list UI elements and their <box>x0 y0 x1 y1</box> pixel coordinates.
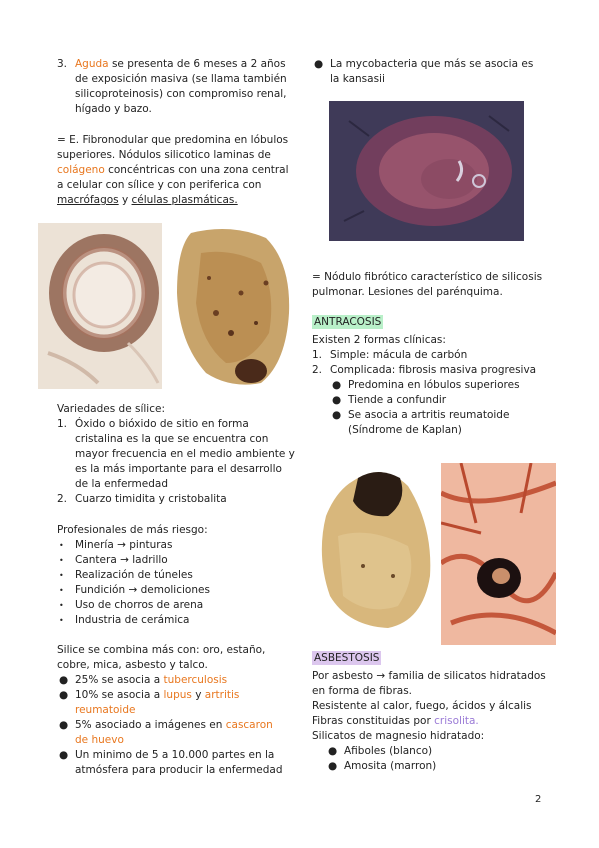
list-item: ● Un minimo de 5 a 10.000 partes en la atmósfera para producir la enfermedad <box>59 749 283 776</box>
list-item: ● Amosita (marron) <box>328 760 437 772</box>
crisolita-term: crisolita. <box>434 715 479 727</box>
anthracotic-nodule-micrograph <box>441 463 556 645</box>
fibrotic-nodule-micrograph <box>329 101 524 241</box>
bullet-icon: • <box>59 556 64 565</box>
celulas-term: células plasmáticas. <box>131 194 238 206</box>
silice-section <box>57 643 289 778</box>
list-item: ● Tiende a confundir <box>332 394 447 406</box>
list-item: ● 5% asociado a imágenes en cascaron de huevo <box>59 719 273 746</box>
bullet-icon: ● <box>332 409 342 421</box>
list-item: ● 10% se asocia a lupus y artritis reumatoide <box>59 689 240 716</box>
bullet-icon: ● <box>59 689 69 701</box>
asbestosis-line2: Resistente al calor, fuego, ácidos y álcalis <box>312 700 532 712</box>
list-item: ● 25% se asocia a tuberculosis <box>59 674 228 686</box>
bullet-icon: • <box>59 541 64 550</box>
list-item: ● Predomina en lóbulos superiores <box>332 379 520 391</box>
bullet-icon: • <box>59 616 64 625</box>
bullet-icon: ● <box>59 749 69 761</box>
bullet-icon: • <box>59 571 64 580</box>
fibronodular-paragraph: = E. Fibronodular que predomina en lóbulos superiores. Nódulos silicotico laminas de colágeno concéntricas con una zona central a celular con sílice y con periferica con macrófagos y células plasmáticas. <box>57 134 289 206</box>
profesionales-section <box>57 523 297 628</box>
list-item: • Industria de cerámica <box>59 614 190 626</box>
variedades-title: Variedades de sílice: <box>57 403 165 415</box>
asbestosis-line4: Silicatos de magnesio hidratado: <box>312 730 485 742</box>
aguda-term: Aguda <box>75 58 109 70</box>
list-item: ● Afiboles (blanco) <box>328 745 433 757</box>
aguda-text: se presenta de 6 meses a 2 años de exposición masiva (se llama también silicoproteinosis) con compromiso renal, hígado y bazo. <box>75 58 287 115</box>
bullet-icon: ● <box>328 760 338 772</box>
antracosis-intro: Existen 2 formas clínicas: <box>312 334 446 346</box>
asbestosis-line3: Fibras constituidas por crisolita. <box>312 715 479 727</box>
asbestosis-section <box>312 651 548 774</box>
bullet-icon: ● <box>328 745 338 757</box>
list-item: • Minería → pinturas <box>59 539 173 551</box>
bullet-icon: • <box>59 601 64 610</box>
list-item: • Uso de chorros de arena <box>59 599 204 611</box>
bullet-icon: ● <box>332 379 342 391</box>
list-item: ● Se asocia a artritis reumatoide (Síndrome de Kaplan) <box>332 409 510 436</box>
item-number: 3. <box>57 58 68 70</box>
list-item: • Fundición → demoliciones <box>59 584 210 596</box>
lung-section-photo <box>171 223 297 389</box>
colageno-term: colágeno <box>57 164 105 176</box>
bullet-icon: ● <box>59 719 69 731</box>
profesionales-title: Profesionales de más riesgo: <box>57 524 208 536</box>
silicotic-nodule-micrograph <box>38 223 162 389</box>
nodulo-paragraph: = Nódulo fibrótico característico de silicosis pulmonar. Lesiones del parénquima. <box>312 271 543 298</box>
bullet-icon: ● <box>59 674 69 686</box>
list-item: 2. Cuarzo timidita y cristobalita <box>57 493 227 505</box>
variedades-section <box>57 402 297 507</box>
lung-anthracosis-photo <box>308 456 440 630</box>
antracosis-heading: ANTRACOSIS <box>314 316 382 328</box>
silice-intro: Silice se combina más con: oro, estaño, cobre, mica, asbesto y talco. <box>57 644 266 671</box>
list-item: • Cantera → ladrillo <box>59 554 168 566</box>
list-item: • Realización de túneles <box>59 569 193 581</box>
asbestosis-heading: ASBESTOSIS <box>314 652 380 664</box>
list-item: 1. Óxido o bióxido de sitio en forma cristalina es la que se encuentra con mayor frecuencia en el medio ambiente y es la más importante para el desarrollo de la enfermedad <box>57 418 295 490</box>
list-item: 2. Complicada: fibrosis masiva progresiva <box>312 364 537 376</box>
page-number: 2 <box>535 794 542 805</box>
asbestosis-line1: Por asbesto → familia de silicatos hidratados en forma de fibras. <box>312 670 546 697</box>
bullet-icon: ● <box>314 58 324 70</box>
item-aguda <box>57 57 289 117</box>
bullet-icon: • <box>59 586 64 595</box>
macrofagos-term: macrófagos <box>57 194 119 206</box>
bullet-icon: ● <box>332 394 342 406</box>
list-item: 1. Simple: mácula de carbón <box>312 349 468 361</box>
mycobacteria-note: ● La mycobacteria que más se asocia es la kansasii <box>314 58 534 85</box>
antracosis-section <box>312 315 548 438</box>
